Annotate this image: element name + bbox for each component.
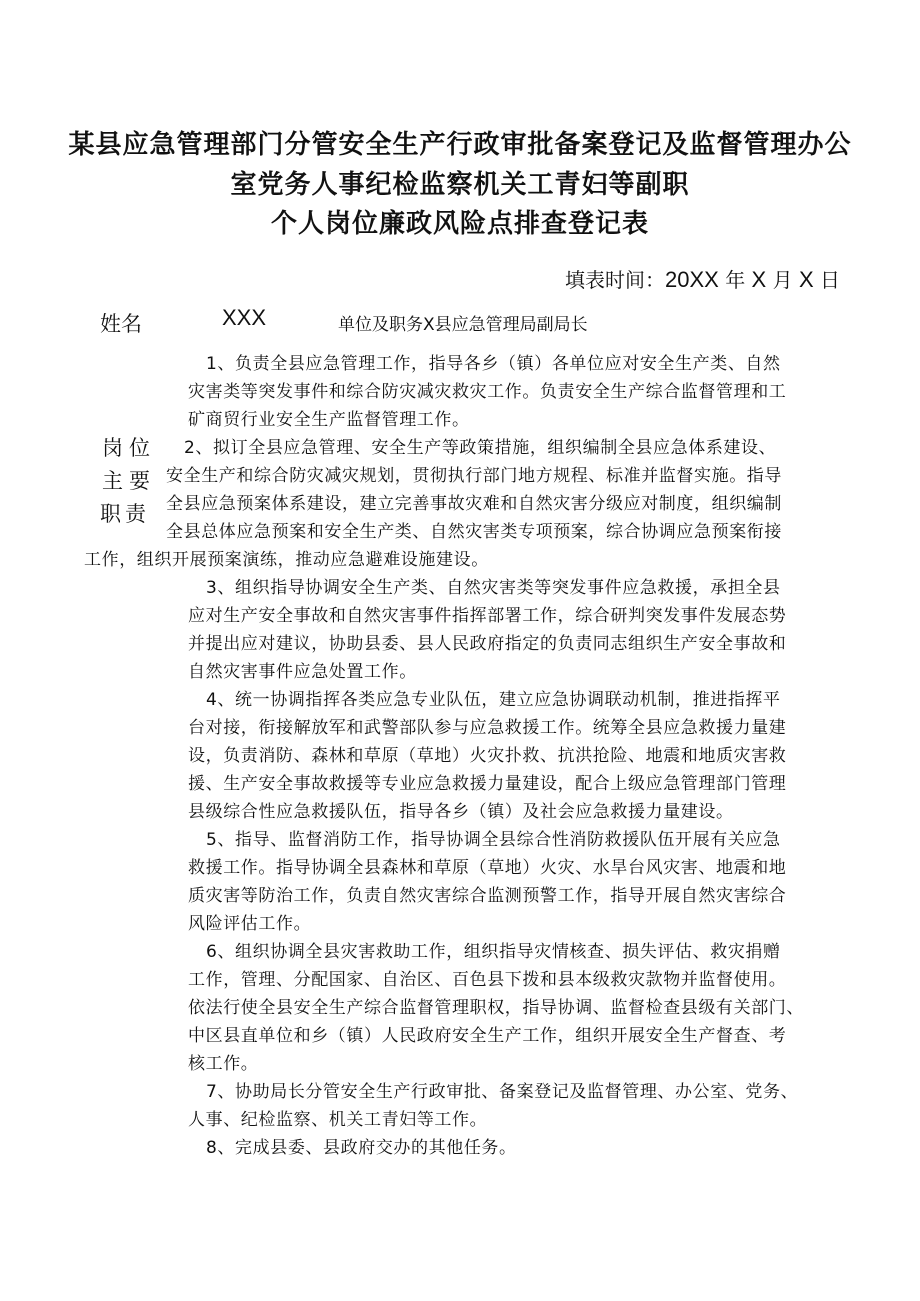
duty-line: 工作，管理、分配国家、自治区、百色县下拨和县本级救灾款物并监督使用。 <box>188 970 787 990</box>
duty-label-line-3: 职责 <box>100 502 150 526</box>
fill-time-year-unit: 年 <box>725 268 746 292</box>
fill-time <box>565 264 840 293</box>
duty-line: 6、组织协调全县灾害救助工作，组织指导灾情核查、损失评估、救灾捐赠 <box>206 942 781 962</box>
duty-line: 援、生产安全事故救援等专业应急救援力量建设，配合上级应急管理部门管理 <box>188 774 787 794</box>
duty-label-line-2: 主要 <box>102 469 156 493</box>
duty-line: 质灾害等防治工作，负责自然灾害综合监测预警工作，指导开展自然灾害综合 <box>188 886 787 906</box>
duty-line: 县级综合性应急救援队伍，指导各乡（镇）及社会应急救援力量建设。 <box>188 802 734 822</box>
duty-line: 核工作。 <box>188 1054 259 1074</box>
duty-line: 工作，组织开展预案演练，推动应急避难设施建设。 <box>84 550 489 570</box>
duty-line: 全县总体应急预案和安全生产类、自然灾害类专项预案，综合协调应急预案衔接 <box>166 522 782 542</box>
title-line-1: 某县应急管理部门分管安全生产行政审批备案登记及监督管理办公 <box>68 130 852 160</box>
duty-line: 中区县直单位和乡（镇）人民政府安全生产工作，组织开展安全生产督查、考 <box>188 1026 787 1046</box>
duty-line: 依法行使全县安全生产综合监督管理职权，指导协调、监督检查县级有关部门、 <box>188 998 804 1018</box>
duty-line: 灾害类等突发事件和综合防灾减灾救灾工作。负责安全生产综合监督管理和工 <box>188 382 787 402</box>
unit-label: 单位及职务 <box>338 315 423 335</box>
name-label: 姓名 <box>100 312 142 336</box>
duty-line: 7、协助局长分管安全生产行政审批、备案登记及监督管理、办公室、党务、 <box>206 1082 799 1102</box>
duty-line: 1、负责全县应急管理工作，指导各乡（镇）各单位应对安全生产类、自然 <box>206 354 781 374</box>
duty-line: 4、统一协调指挥各类应急专业队伍，建立应急协调联动机制，推进指挥平 <box>206 690 781 710</box>
duty-line: 人事、纪检监察、机关工青妇等工作。 <box>188 1110 488 1130</box>
duty-line: 全县应急预案体系建设，建立完善事故灾难和自然灾害分级应对制度，组织编制 <box>166 494 782 514</box>
duty-line: 救援工作。指导协调全县森林和草原（草地）火灾、水旱台风灾害、地震和地 <box>188 858 787 878</box>
duty-line: 应对生产安全事故和自然灾害事件指挥部署工作，综合研判突发事件发展态势 <box>188 606 787 626</box>
duty-label-line-1: 岗位 <box>102 436 156 460</box>
unit-position <box>338 310 588 335</box>
duty-line: 3、组织指导协调安全生产类、自然灾害类等突发事件应急救援，承担全县 <box>206 578 781 598</box>
fill-time-day-unit: 日 <box>820 268 840 292</box>
duty-line: 台对接，衔接解放军和武警部队参与应急救援工作。统筹全县应急救援力量建 <box>188 718 787 738</box>
duty-line: 自然灾害事件应急处置工作。 <box>188 662 417 682</box>
unit-value: X县应急管理局副局长 <box>423 315 588 335</box>
fill-time-month-unit: 月 <box>772 268 793 292</box>
fill-time-year: 20XX <box>665 267 719 292</box>
fill-time-day: X <box>798 267 814 292</box>
duty-line: 安全生产和综合防灾减灾规划，贯彻执行部门地方规程、标准并监督实施。指导 <box>166 466 782 486</box>
duty-line: 设，负责消防、森林和草原（草地）火灾扑救、抗洪抢险、地震和地质灾害救 <box>188 746 787 766</box>
duty-line: 5、指导、监督消防工作，指导协调全县综合性消防救援队伍开展有关应急 <box>206 830 781 850</box>
duty-line: 矿商贸行业安全生产监督管理工作。 <box>188 410 470 430</box>
title-line-2: 室党务人事纪检监察机关工青妇等副职 <box>230 170 690 200</box>
fill-time-label: 填表时间： <box>565 268 665 292</box>
fill-time-month: X <box>751 267 767 292</box>
name-value: XXX <box>222 305 267 330</box>
duty-line: 风险评估工作。 <box>188 914 312 934</box>
duty-line: 2、拟订全县应急管理、安全生产等政策措施，组织编制全县应急体系建设、 <box>184 438 777 458</box>
title-line-3: 个人岗位廉政风险点排查登记表 <box>270 209 649 239</box>
duty-line: 8、完成县委、县政府交办的其他任务。 <box>206 1138 517 1158</box>
duty-line: 并提出应对建议，协助县委、县人民政府指定的负责同志组织生产安全事故和 <box>188 634 787 654</box>
